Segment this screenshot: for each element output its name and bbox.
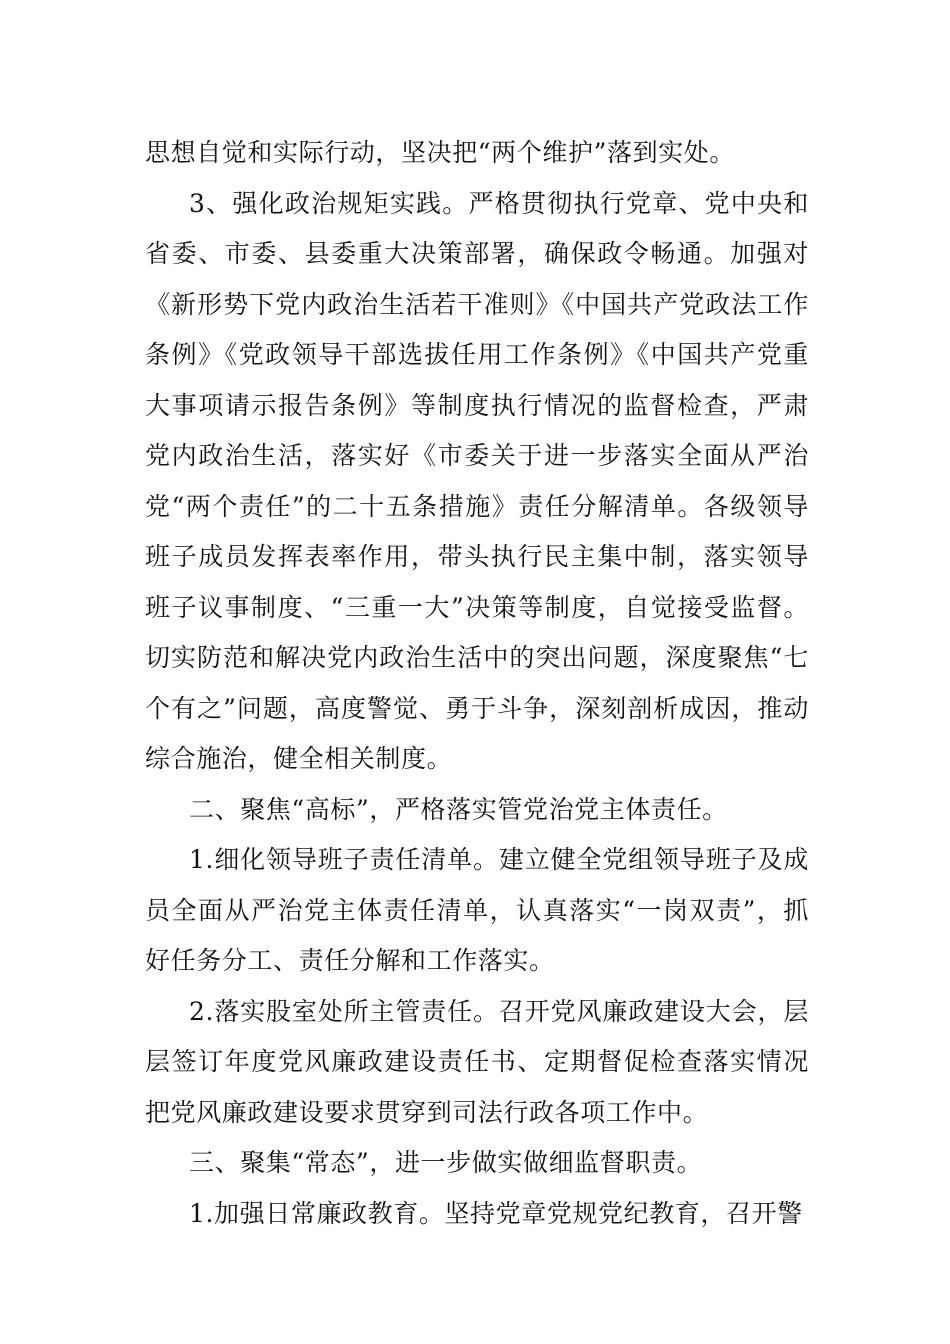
paragraph-integrity-education: 1.加强日常廉政教育。坚持党章党规党纪教育，召开警	[189, 1198, 803, 1228]
document-body	[145, 128, 809, 1239]
paragraph-leadership-list: 1.细化领导班子责任清单。建立健全党组领导班子及成员全面从严治党主体责任清单，认真落实“一岗双责”，抓好任务分工、责任分解和工作落实。	[145, 845, 809, 975]
section-heading-2: 二、聚焦“高标”，严格落实管党治党主体责任。	[189, 794, 728, 824]
paragraph-political-rules: 3、强化政治规矩实践。严格贯彻执行党章、党中央和省委、市委、县委重大决策部署，确保政令畅通。加强对《新形势下党内政治生活若干准则》《中国共产党政法工作条例》《党政领导干部选拔任用工作条例》《中国共产党重大事项请示报告条例》等制度执行情况的监督检查，严肃党内政治生活，落实好《市委关于进一步落实全面从严治党“两个责任”的二十五条措施》责任分解清单。各级领导班子成员发挥表率作用，带头执行民主集中制，落实领导班子议事制度、“三重一大”决策等制度，自觉接受监督。切实防范和解决党内政治生活中的突出问题，深度聚焦“七个有之”问题，高度警觉、勇于斗争，深刻剖析成因，推动综合施治，健全相关制度。	[145, 188, 809, 773]
paragraph-department-duty: 2.落实股室处所主管责任。召开党风廉政建设大会，层层签订年度党风廉政建设责任书、定期督促检查落实情况把党风廉政建设要求贯穿到司法行政各项工作中。	[145, 996, 809, 1127]
section-heading-3: 三、聚集“常态”，进一步做实做细监督职责。	[189, 1148, 703, 1177]
paragraph-continuation: 思想自觉和实际行动，坚决把“两个维护”落到实处。	[145, 138, 735, 167]
